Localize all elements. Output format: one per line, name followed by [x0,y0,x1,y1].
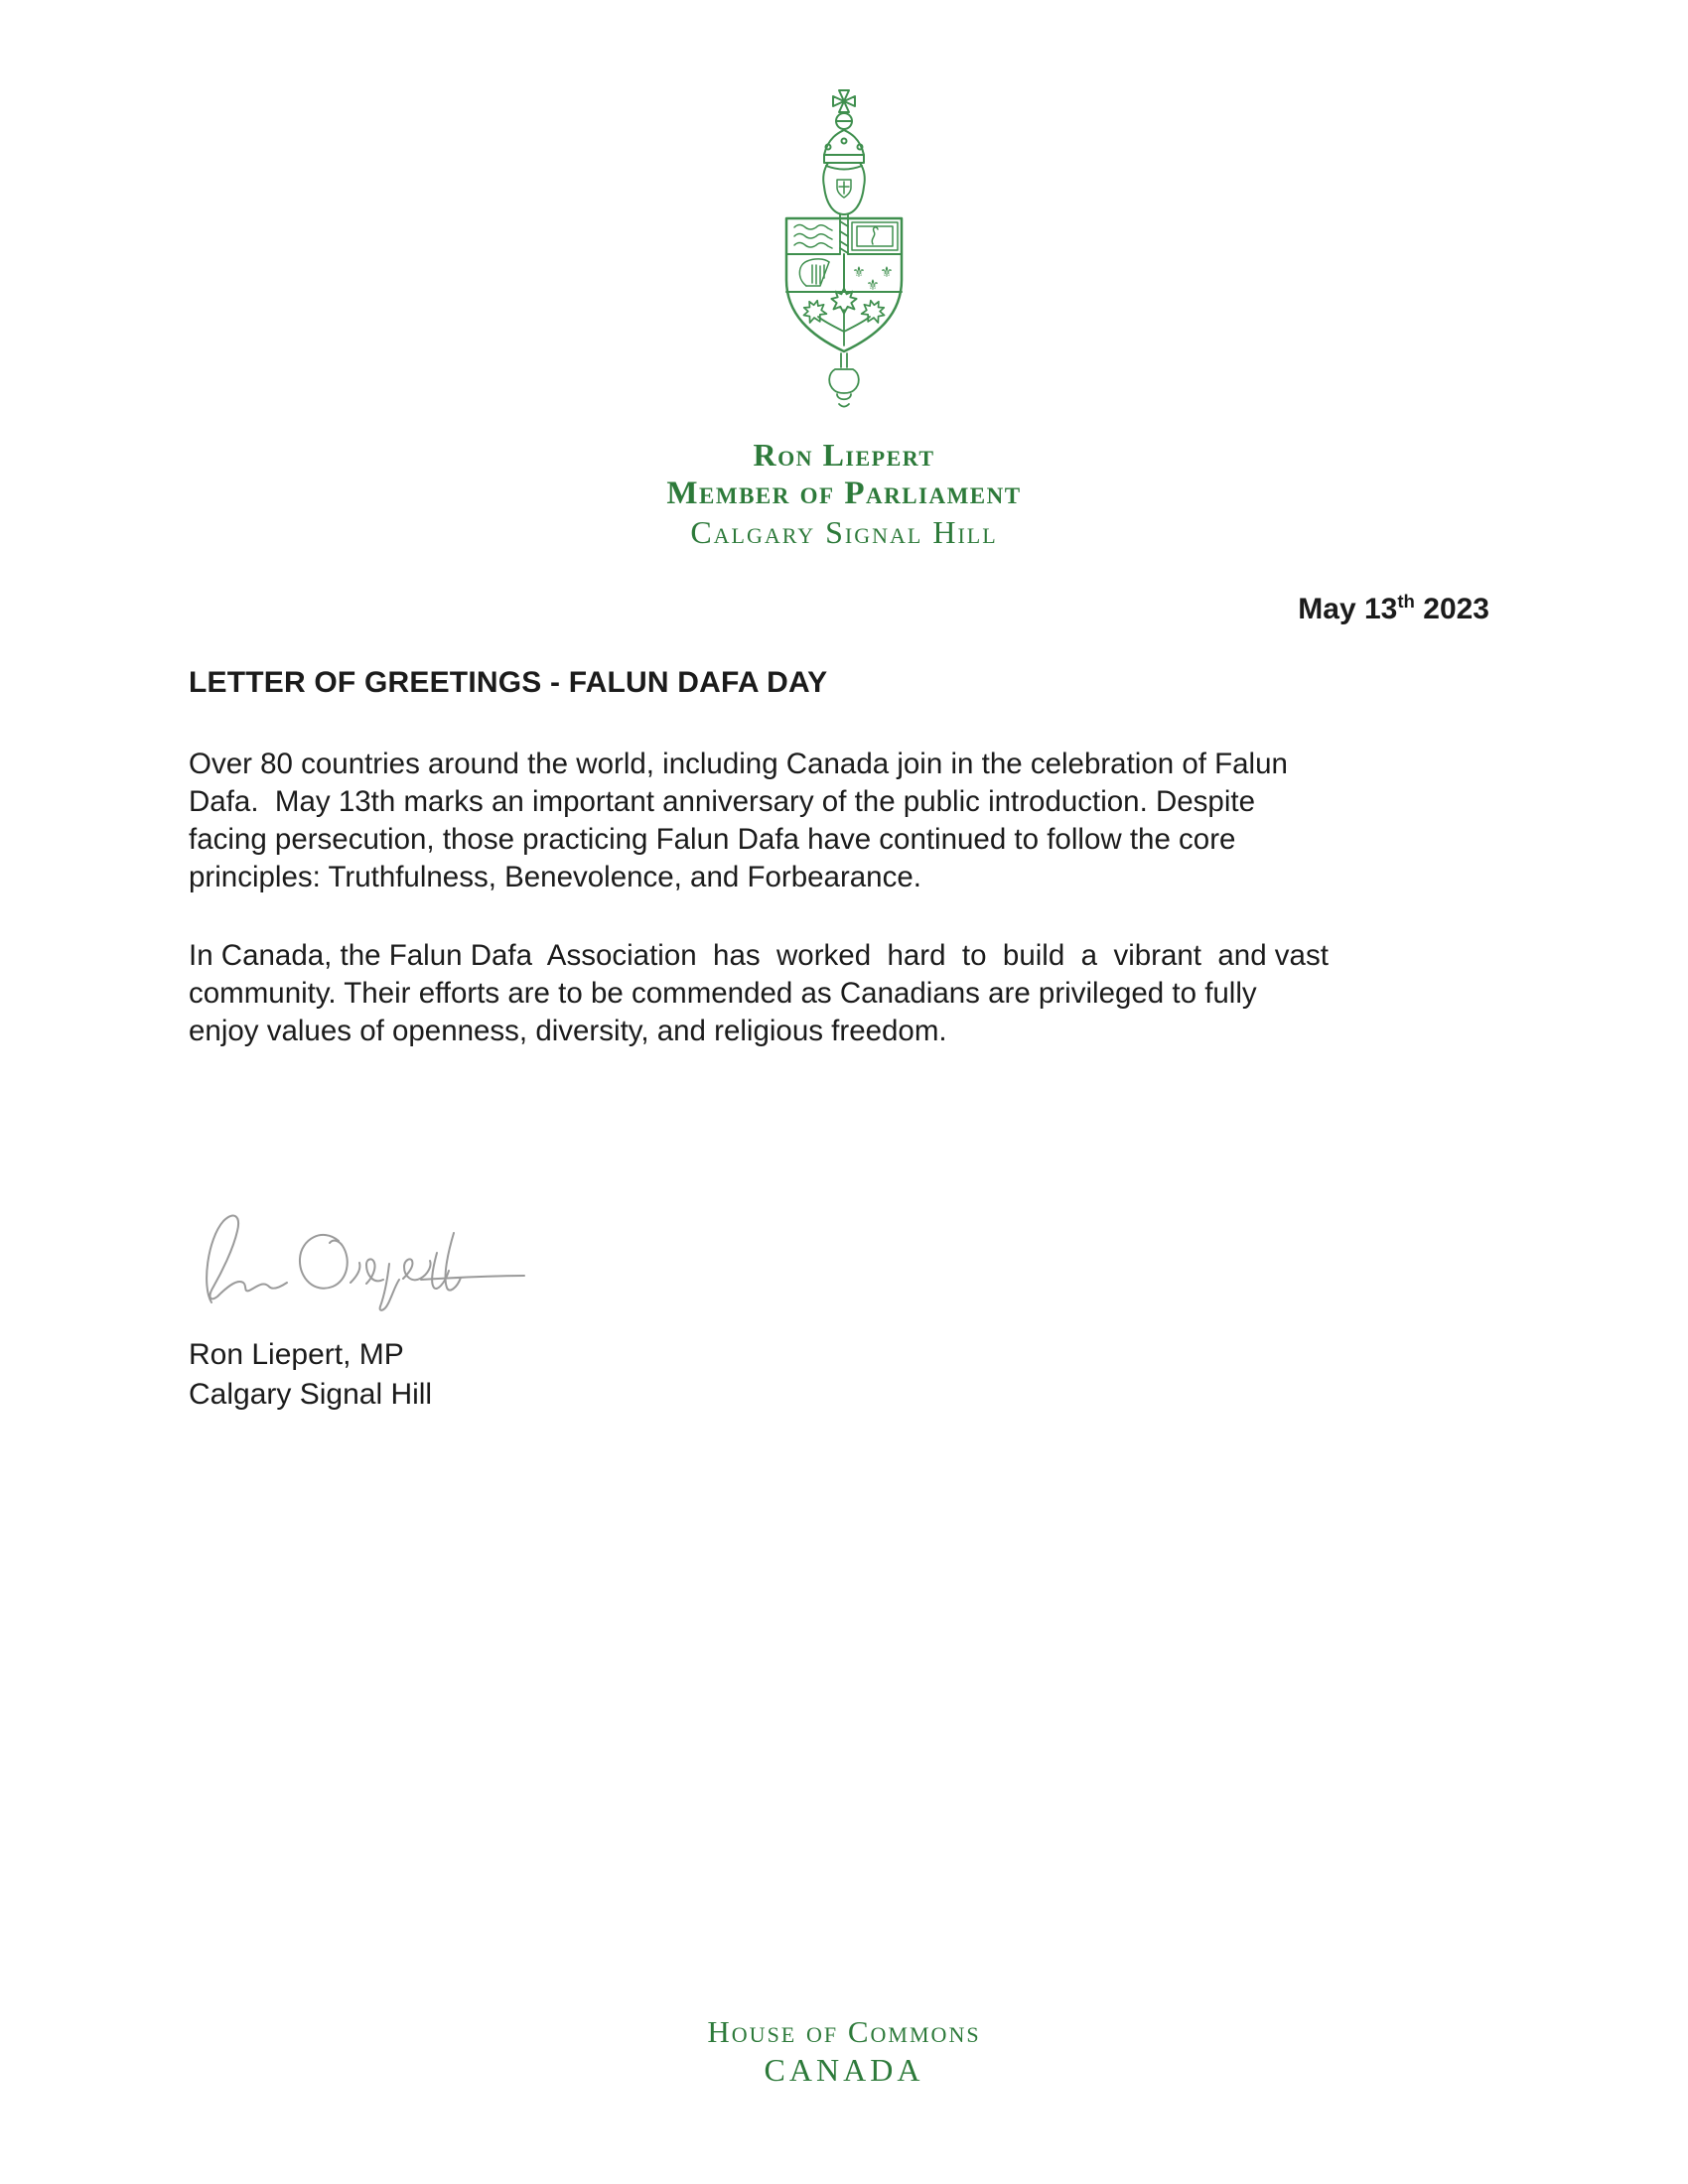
date-ordinal-superscript: th [1397,591,1415,612]
letterhead-title: Member of Parliament [666,476,1022,511]
handwritten-signature [194,1191,536,1315]
footer-canada: CANADA [764,2052,924,2088]
svg-text:⚜: ⚜ [866,276,880,294]
paragraph2-line1: In Canada, the Falun Dafa Association has worked hard to build a vibrant and vast [189,939,1329,972]
footer [0,2013,1688,2090]
crest-maple-sprig [799,288,889,345]
crest-mace-shaft [840,214,848,254]
svg-text:⚜: ⚜ [880,263,894,281]
body-paragraph-2 [189,937,1499,1050]
date-year: 2023 [1414,593,1489,625]
crest-mace-head [823,163,865,214]
date-line [0,591,1489,626]
svg-text:⚜: ⚜ [852,263,866,281]
signature-block [189,1335,432,1415]
crest-lion-rampant-quadrant [852,222,898,250]
letterhead [0,435,1688,551]
letterhead-name: Ron Liepert [753,437,935,473]
subject-heading: LETTER OF GREETINGS - FALUN DAFA DAY [189,666,828,699]
paragraph2-line3: enjoy values of openness, diversity, and religious freedom. [189,1015,947,1047]
paragraph2-line2: community. Their efforts are to be commended as Canadians are privileged to fully [189,977,1257,1010]
paragraph1-line1: Over 80 countries around the world, including Canada join in the celebration of Falun [189,748,1288,780]
signature-name-line: Ron Liepert, MP [189,1338,404,1371]
paragraph1-line2: Dafa. May 13th marks an important anniversary of the public introduction. Despite [189,785,1255,818]
date-main: May 13 [1298,593,1398,625]
crest-mace-foot [829,353,859,407]
footer-house-of-commons: House of Commons [707,2014,981,2049]
crest-fleur-de-lis-quadrant [852,263,893,294]
paragraph1-line4: principles: Truthfulness, Benevolence, and Forbearance. [189,861,921,893]
crest-cross-pattee [833,90,855,112]
body-paragraph-1 [189,746,1499,896]
house-of-commons-crest-icon [745,85,943,423]
crest-crown [824,130,864,163]
letterhead-riding: Calgary Signal Hill [690,514,998,550]
paragraph1-line3: facing persecution, those practicing Falun Dafa have continued to follow the core [189,823,1236,856]
crest-harp-quadrant [799,259,829,286]
crest-lions-quadrant [794,225,832,249]
signature-riding-line: Calgary Signal Hill [189,1378,433,1411]
